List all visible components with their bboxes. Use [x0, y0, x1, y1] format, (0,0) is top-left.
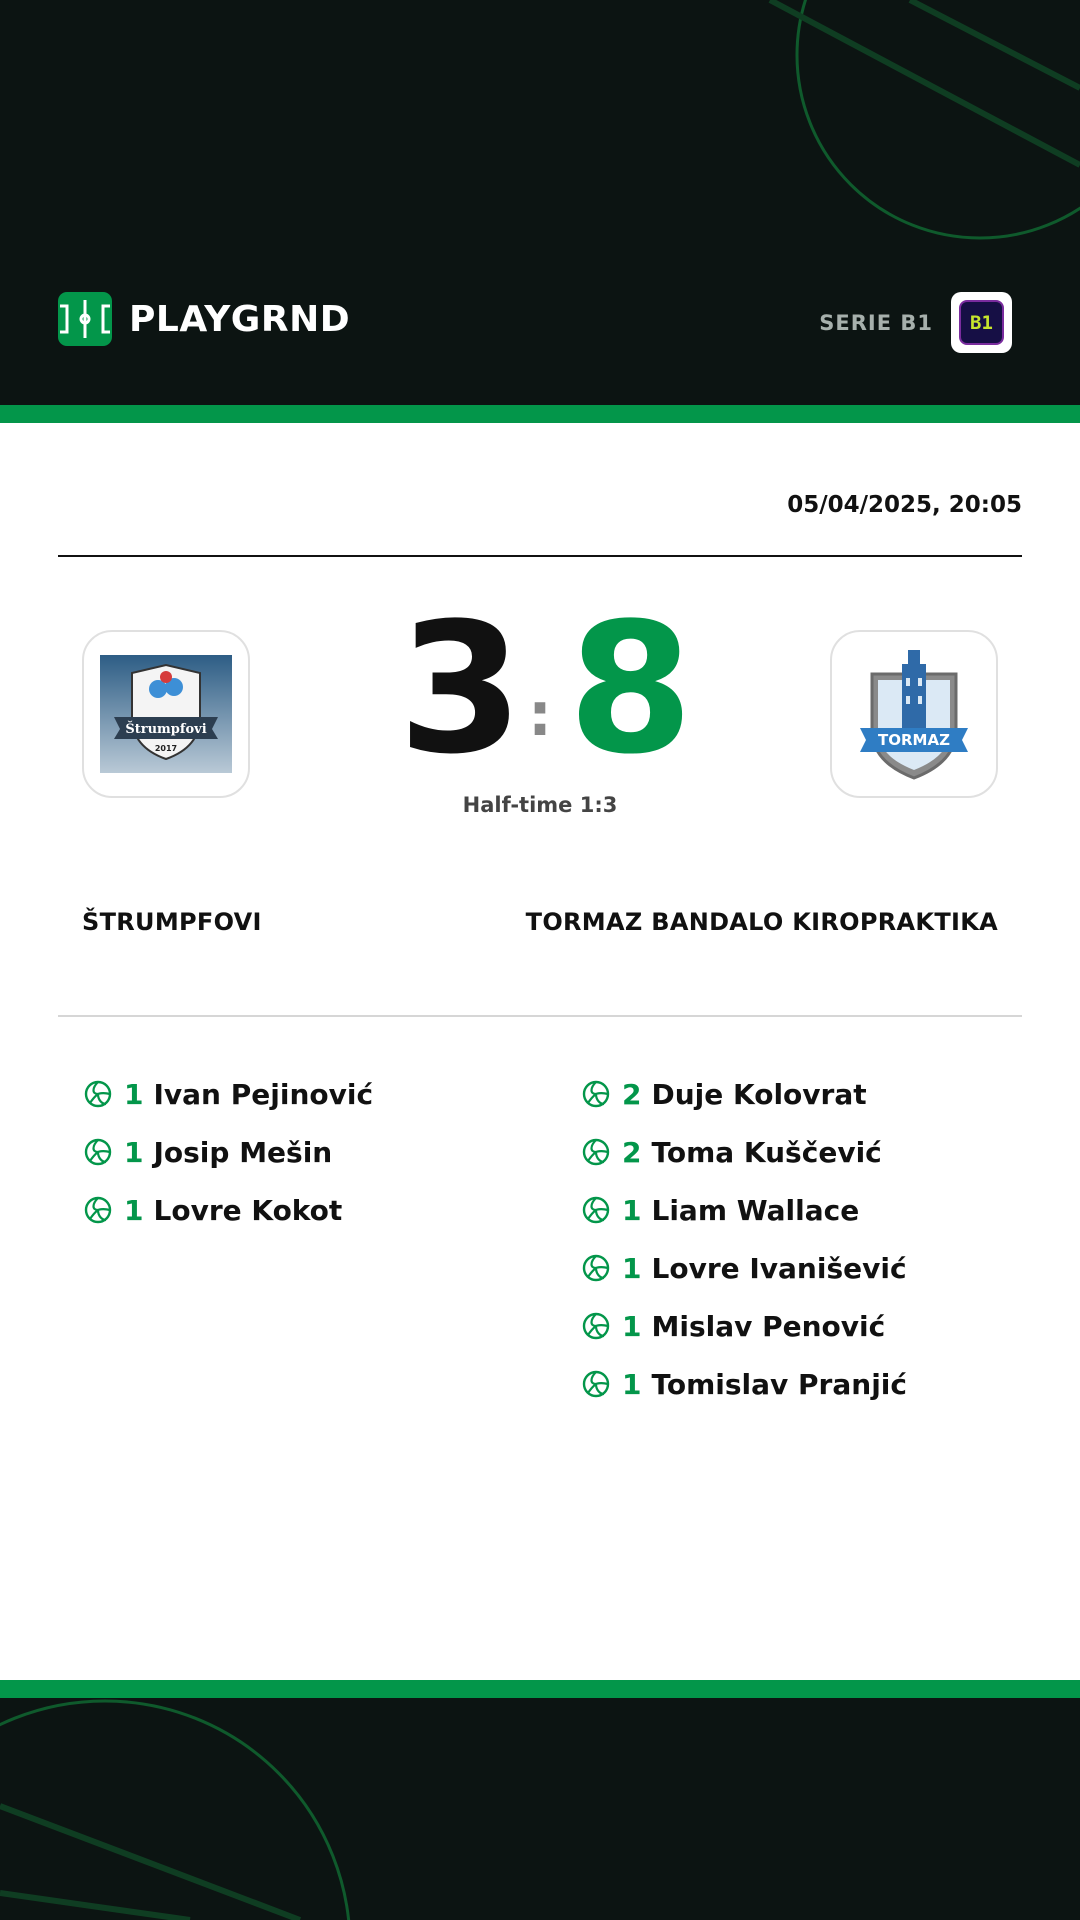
scorer-name[interactable]: Mislav Penović	[651, 1309, 886, 1343]
league[interactable]	[819, 292, 1012, 353]
scorer-goals: 1	[622, 1309, 642, 1343]
scorer-goals: 1	[124, 1077, 144, 1111]
league-badge-text: B1	[970, 311, 993, 334]
decor-lines	[0, 1698, 1080, 1920]
scorer-name[interactable]: Liam Wallace	[651, 1193, 860, 1227]
home-team-crest[interactable]	[82, 630, 250, 798]
accent-strip-bottom	[0, 1680, 1080, 1698]
header-band	[0, 0, 1080, 405]
scorer-row	[582, 1297, 907, 1355]
scorer-name[interactable]: Toma Kuščević	[651, 1135, 882, 1169]
ball-icon	[582, 1370, 610, 1398]
accent-strip-top	[0, 405, 1080, 423]
scorer-name[interactable]: Lovre Ivanišević	[651, 1251, 907, 1285]
divider-light	[58, 1015, 1022, 1017]
scorer-row	[84, 1065, 373, 1123]
scorer-row	[582, 1181, 907, 1239]
league-badge	[951, 292, 1012, 353]
scorer-goals: 2	[622, 1135, 642, 1169]
home-score: 3	[398, 585, 524, 794]
away-team-crest[interactable]	[830, 630, 998, 798]
ball-icon	[582, 1138, 610, 1166]
ball-icon	[582, 1196, 610, 1224]
scorer-name[interactable]: Josip Mešin	[153, 1135, 333, 1169]
scorer-row	[582, 1123, 907, 1181]
ball-icon	[582, 1312, 610, 1340]
footer-band	[0, 1698, 1080, 1920]
scorer-row	[582, 1065, 907, 1123]
home-team-name[interactable]: ŠTRUMPFOVI	[82, 908, 262, 936]
ball-icon	[582, 1254, 610, 1282]
away-scorers-list	[582, 1065, 907, 1413]
scorer-name[interactable]: Duje Kolovrat	[651, 1077, 867, 1111]
scorer-goals: 2	[622, 1077, 642, 1111]
match-datetime: 05/04/2025, 20:05	[787, 492, 1022, 518]
away-crest-text: TORMAZ	[878, 731, 950, 749]
ball-icon	[84, 1138, 112, 1166]
scorer-goals: 1	[622, 1193, 642, 1227]
scorer-goals: 1	[622, 1251, 642, 1285]
halftime-score: Half-time 1:3	[462, 793, 618, 817]
scorer-name[interactable]: Lovre Kokot	[153, 1193, 343, 1227]
pitch-icon	[58, 292, 112, 346]
scorer-name[interactable]: Tomislav Pranjić	[651, 1367, 907, 1401]
brand-name: PLAYGRND	[129, 298, 351, 340]
ball-icon	[582, 1080, 610, 1108]
scorer-row	[84, 1181, 373, 1239]
ball-icon	[84, 1196, 112, 1224]
home-crest-year: 2017	[154, 744, 178, 753]
scorer-name[interactable]: Ivan Pejinović	[153, 1077, 374, 1111]
scorer-goals: 1	[622, 1367, 642, 1401]
home-scorers-list	[84, 1065, 373, 1239]
score-separator: :	[528, 680, 552, 750]
scorer-goals: 1	[124, 1135, 144, 1169]
home-crest-text: Štrumpfovi	[125, 722, 207, 737]
scoreboard	[390, 585, 694, 794]
league-name: SERIE B1	[819, 310, 933, 335]
away-score: 8	[568, 585, 694, 794]
scorer-row	[582, 1355, 907, 1413]
scorer-row	[84, 1123, 373, 1181]
brand[interactable]	[58, 292, 350, 346]
away-team-name[interactable]: TORMAZ BANDALO KIROPRAKTIKA	[525, 908, 998, 936]
ball-icon	[84, 1080, 112, 1108]
scorer-goals: 1	[124, 1193, 144, 1227]
divider	[58, 555, 1022, 557]
scorer-row	[582, 1239, 907, 1297]
